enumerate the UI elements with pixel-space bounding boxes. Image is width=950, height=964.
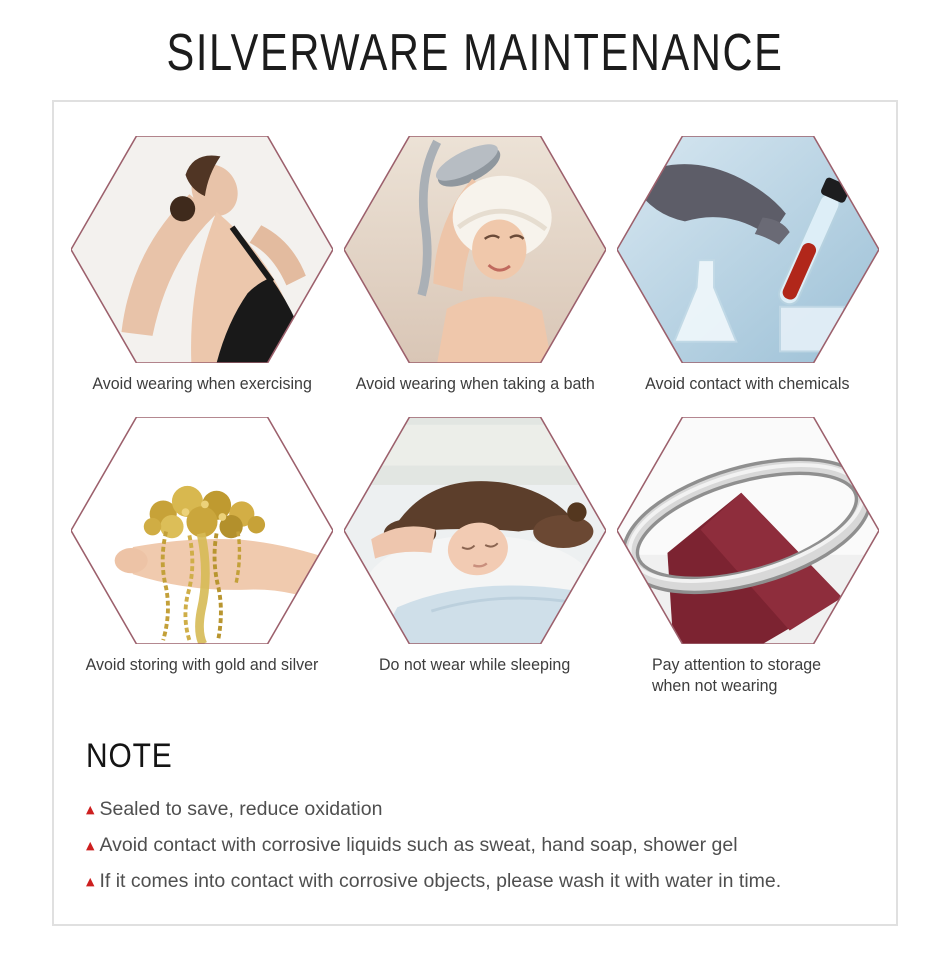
tip-caption: Avoid wearing when taking a bath [355,375,595,394]
note-item [86,798,866,821]
tip-caption: Avoid storing with gold and silver [85,656,319,675]
woman-exercising-photo [71,136,333,363]
page [0,14,950,964]
tip-caption: Pay attention to storage when not wearing [651,656,821,696]
woman-sleeping-photo [344,417,606,644]
note-item [86,870,866,893]
note-section [54,719,896,893]
tip-caption: Avoid contact with chemicals [645,375,850,394]
tip-card [617,417,879,697]
tip-card [71,136,333,395]
tip-card [344,417,606,697]
silver-bangle-on-box-photo [617,417,879,644]
tip-caption: Do not wear while sleeping [379,656,571,675]
note-item [86,834,866,857]
hand-holding-gold-jewelry-photo [71,417,333,644]
warning-triangle-icon: ▲ [86,803,95,817]
warning-triangle-icon: ▲ [86,839,95,853]
note-text: If it comes into contact with corrosive objects, please wash it with water in time. [99,870,782,893]
tip-caption: Avoid wearing when exercising [92,375,313,394]
tip-card [617,136,879,395]
page-title: SILVERWARE MAINTENANCE [166,24,784,82]
note-text: Avoid contact with corrosive liquids such as sweat, hand soap, shower gel [99,834,738,857]
note-list [86,798,866,893]
note-heading: NOTE [86,737,173,776]
tips-grid [54,102,896,719]
tip-card [344,136,606,395]
woman-bathing-photo [344,136,606,363]
note-text: Sealed to save, reduce oxidation [99,798,383,821]
maintenance-panel [52,100,898,926]
tip-card [71,417,333,697]
warning-triangle-icon: ▲ [86,875,95,889]
chemicals-test-tube-photo [617,136,879,363]
